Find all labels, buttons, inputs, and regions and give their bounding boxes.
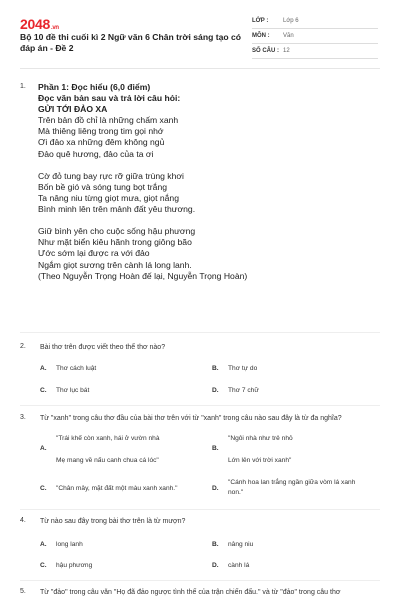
passage-heading-line: GỬI TỚI ĐẢO XA (38, 104, 108, 115)
question-divider (20, 332, 380, 333)
option-line: "Ngôi nhà như trẻ nhỏ (228, 435, 293, 442)
option-letter: C. (40, 562, 47, 569)
option-letter: A. (40, 541, 47, 548)
passage-heading-line: Phần 1: Đọc hiểu (6,0 điểm) (38, 82, 151, 92)
passage-line: (Theo Nguyễn Trọng Hoàn đế lại, Nguyễn Trọng Hoàn) (38, 270, 248, 281)
passage-line: Ước sớm lại được ra với đảo (38, 248, 150, 259)
question-text: Từ "đảo" trong câu văn "Họ đã đảo ngược tình thế của trận chiến đấu." và từ "đảo" trong câu thơ (40, 589, 341, 596)
option-letter: C. (40, 485, 47, 492)
option-text: Thơ 7 chữ (228, 387, 259, 394)
option-text: hậu phương (56, 562, 93, 569)
exam-meta (252, 14, 378, 59)
meta-value: 12 (283, 48, 290, 54)
option-letter: B. (212, 541, 219, 548)
passage-line: Ngắm giọt sương trên cành lá long lanh. (38, 259, 192, 270)
passage-line: Ơi đảo xa những đêm không ngủ (38, 137, 165, 148)
passage-heading-line: Đọc văn bản sau và trả lời câu hỏi: (38, 93, 181, 104)
passage-line: Bình minh lên trên mảnh đất yêu thương. (38, 204, 196, 215)
option-letter: B. (212, 365, 219, 372)
passage-blank-line (38, 160, 383, 171)
meta-key: MÔN : (252, 33, 270, 39)
option-text (228, 478, 383, 497)
option-letter: A. (40, 365, 47, 372)
option-text: cành lá (228, 562, 250, 569)
meta-value: Văn (283, 33, 294, 39)
question-number: 2. (20, 343, 26, 350)
option-line: non." (228, 488, 244, 496)
passage-line: Giữ bình yên cho cuộc sống hậu phương (38, 226, 196, 237)
meta-row-grade (252, 14, 378, 29)
option-line: Lớn lên với trời xanh" (228, 456, 292, 464)
reading-passage (38, 82, 383, 282)
option-line: "Cánh hoa lan trắng ngần giữa vòm lá xanh (228, 479, 356, 486)
option-letter: D. (212, 387, 219, 394)
option-text (56, 434, 211, 465)
meta-key: SỐ CÂU : (252, 48, 279, 54)
passage-blank-line (38, 215, 383, 226)
meta-row-count (252, 44, 378, 59)
passage-line: Bốn bề gió và sóng tung bọt trắng (38, 181, 168, 192)
option-letter: D. (212, 485, 219, 492)
option-text: Thơ tự do (228, 365, 258, 372)
option-letter: C. (40, 387, 47, 394)
passage-line: Cờ đỏ tung bay rực rỡ giữa trùng khơi (38, 170, 184, 181)
question-number: 5. (20, 588, 26, 595)
option-letter: B. (212, 445, 219, 452)
question-text: Từ "xanh" trong câu thơ đầu của bài thơ trên với từ "xanh" trong câu nào sau đây là từ đa nghĩa? (40, 415, 342, 422)
option-text: "Chân mây, mặt đất một màu xanh xanh." (56, 485, 178, 492)
question-text: Từ nào sau đây trong bài thơ trên là từ mượn? (40, 518, 186, 525)
passage-line: Như mặt biển kiêu hãnh trong giông bão (38, 237, 192, 248)
site-logo[interactable]: 2048.vn (20, 16, 59, 32)
passage-line: Trên bản đồ chỉ là những chấm xanh (38, 115, 179, 126)
option-line: Mẹ mang về nấu canh chua cá lóc" (56, 456, 159, 464)
option-text: Thơ cách luật (56, 365, 97, 372)
option-text (228, 434, 383, 465)
question-number: 3. (20, 414, 26, 421)
question-number: 1. (20, 83, 26, 90)
option-letter: A. (40, 445, 47, 452)
meta-row-subject (252, 29, 378, 44)
option-text: Thơ lục bát (56, 387, 90, 394)
passage-line: Đảo quê hương, đảo của ta ơi (38, 148, 154, 159)
option-line: "Trái khế còn xanh, hái ở vườn nhà (56, 435, 160, 442)
page-title: Bộ 10 đề thi cuối kì 2 Ngữ văn 6 Chân trời sáng tạo có đáp án - Đề 2 (20, 32, 242, 53)
page-header (0, 0, 400, 72)
question-divider (20, 405, 380, 406)
option-text: long lanh (56, 541, 83, 548)
question-divider (20, 580, 380, 581)
passage-line: Mà thiêng liêng trong tim gọi nhớ (38, 126, 164, 137)
meta-value: Lớp 6 (283, 18, 299, 24)
header-divider (20, 68, 380, 69)
option-text: nâng niu (228, 541, 254, 548)
meta-key: LỚP : (252, 18, 269, 24)
question-text: Bài thơ trên được viết theo thể thơ nào? (40, 344, 166, 351)
question-number: 4. (20, 517, 26, 524)
passage-line: Ta nâng niu từng giọt mưa, giọt nắng (38, 192, 179, 203)
option-letter: D. (212, 562, 219, 569)
question-divider (20, 509, 380, 510)
